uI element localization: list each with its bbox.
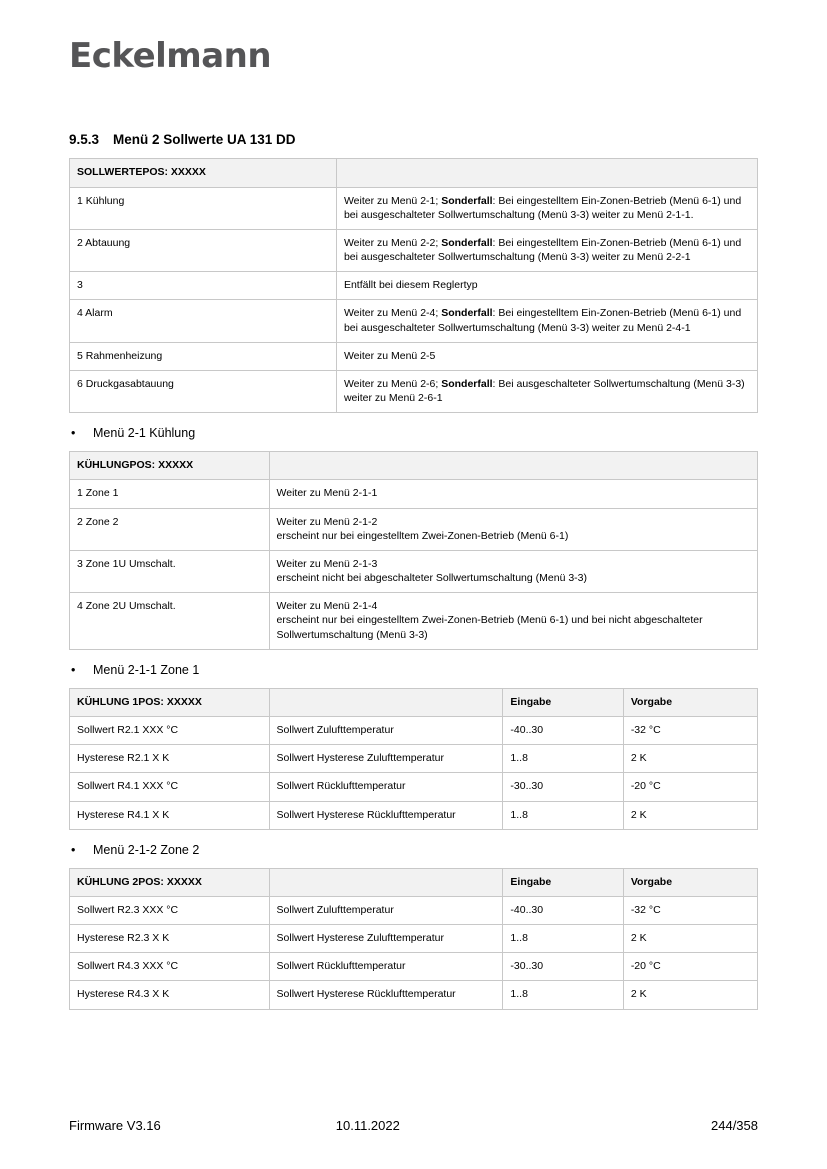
- table-cell: Sollwert R2.1 XXX °C: [70, 717, 270, 745]
- table-cell: 1..8: [503, 801, 623, 829]
- table-kuehlungpos: [69, 451, 758, 650]
- table-cell: Weiter zu Menü 2-5: [336, 342, 757, 370]
- table-cell: Sollwert Rücklufttemperatur: [269, 953, 503, 981]
- table-cell: 6 Druckgasabtauung: [70, 370, 337, 412]
- footer-page-number: 244/358: [711, 1118, 758, 1133]
- table-cell: 2 Zone 2: [70, 508, 270, 550]
- table-kuehlung-1pos-body: [70, 688, 758, 829]
- table-cell: Sollwert Hysterese Zulufttemperatur: [269, 745, 503, 773]
- company-logo: Eckelmann: [69, 36, 272, 76]
- table-cell: Weiter zu Menü 2-6; Sonderfall: Bei ausgeschalteter Sollwertumschaltung (Menü 3-3) weiter zu Menü 2-6-1: [336, 370, 757, 412]
- table-row: [70, 981, 758, 1009]
- table-header-cell: KÜHLUNGPOS: XXXXX: [70, 452, 270, 480]
- table-cell: Weiter zu Menü 2-1-4 erscheint nur bei eingestelltem Zwei-Zonen-Betrieb (Menü 6-1) und bei nicht abgeschalteter Sollwertumschaltung (Menü 3-3): [269, 593, 757, 650]
- table-header-cell: Eingabe: [503, 868, 623, 896]
- table-row: [70, 925, 758, 953]
- table-cell: 5 Rahmenheizung: [70, 342, 337, 370]
- table-header-row: [70, 868, 758, 896]
- table-row: [70, 745, 758, 773]
- table-cell: 2 K: [623, 925, 757, 953]
- table-cell: Sollwert Zulufttemperatur: [269, 717, 503, 745]
- footer-date: 10.11.2022: [335, 1118, 400, 1133]
- bullet-label: Menü 2-1-2 Zone 2: [93, 842, 200, 857]
- table-row: [70, 370, 758, 412]
- table-cell: -40..30: [503, 896, 623, 924]
- table-row: [70, 550, 758, 592]
- table-header-cell: Vorgabe: [623, 688, 757, 716]
- table-row: [70, 272, 758, 300]
- table-cell: Sollwert Rücklufttemperatur: [269, 773, 503, 801]
- table-cell: Hysterese R4.1 X K: [70, 801, 270, 829]
- table-cell: -32 °C: [623, 896, 757, 924]
- table-sollwertepos: [69, 158, 758, 413]
- table-cell: Weiter zu Menü 2-1-1: [269, 480, 757, 508]
- table-header-cell: [336, 159, 757, 187]
- table-cell: Weiter zu Menü 2-1; Sonderfall: Bei eingestelltem Ein-Zonen-Betrieb (Menü 6-1) und bei ausgeschalteter Sollwertumschaltung (Menü 3-3) weiter zu Menü 2-1-1.: [336, 187, 757, 229]
- table-row: [70, 300, 758, 342]
- table-row: [70, 342, 758, 370]
- table-cell: Weiter zu Menü 2-1-2 erscheint nur bei eingestelltem Zwei-Zonen-Betrieb (Menü 6-1): [269, 508, 757, 550]
- table-cell: -20 °C: [623, 773, 757, 801]
- table-header-row: [70, 159, 758, 187]
- table-cell: Sollwert Zulufttemperatur: [269, 896, 503, 924]
- table-cell: -40..30: [503, 717, 623, 745]
- table-sollwertepos-body: [70, 159, 758, 413]
- table-row: [70, 187, 758, 229]
- table-cell: Sollwert R4.3 XXX °C: [70, 953, 270, 981]
- table-header-row: [70, 688, 758, 716]
- table-header-cell: KÜHLUNG 2POS: XXXXX: [70, 868, 270, 896]
- table-cell: 1 Kühlung: [70, 187, 337, 229]
- table-cell: 1..8: [503, 745, 623, 773]
- table-cell: Hysterese R4.3 X K: [70, 981, 270, 1009]
- table-row: [70, 508, 758, 550]
- table-kuehlung-2pos: [69, 868, 758, 1010]
- bullet-menu-2-1-1: [69, 663, 758, 677]
- bullet-menu-2-1: [69, 426, 758, 440]
- table-row: [70, 593, 758, 650]
- table-cell: 1 Zone 1: [70, 480, 270, 508]
- table-header-row: [70, 452, 758, 480]
- table-cell: -20 °C: [623, 953, 757, 981]
- table-cell: 1..8: [503, 981, 623, 1009]
- table-header-cell: [269, 452, 757, 480]
- table-cell: Hysterese R2.3 X K: [70, 925, 270, 953]
- footer-firmware: Firmware V3.16: [69, 1118, 161, 1133]
- table-cell: -30..30: [503, 773, 623, 801]
- table-cell: 2 K: [623, 981, 757, 1009]
- table-cell: -30..30: [503, 953, 623, 981]
- table-cell: Hysterese R2.1 X K: [70, 745, 270, 773]
- table-kuehlung-1pos: [69, 688, 758, 830]
- table-cell: 1..8: [503, 925, 623, 953]
- table-row: [70, 480, 758, 508]
- table-header-cell: KÜHLUNG 1POS: XXXXX: [70, 688, 270, 716]
- section-title: Menü 2 Sollwerte UA 131 DD: [113, 132, 296, 148]
- table-cell: Sollwert Hysterese Rücklufttemperatur: [269, 981, 503, 1009]
- page-content: [69, 0, 758, 1010]
- table-cell: 2 K: [623, 745, 757, 773]
- table-header-cell: Eingabe: [503, 688, 623, 716]
- table-row: [70, 801, 758, 829]
- table-cell: Sollwert Hysterese Zulufttemperatur: [269, 925, 503, 953]
- table-cell: 3: [70, 272, 337, 300]
- table-cell: Weiter zu Menü 2-1-3 erscheint nicht bei abgeschalteter Sollwertumschaltung (Menü 3-3): [269, 550, 757, 592]
- table-cell: -32 °C: [623, 717, 757, 745]
- table-cell: Sollwert R4.1 XXX °C: [70, 773, 270, 801]
- table-header-cell: [269, 868, 503, 896]
- table-kuehlung-2pos-body: [70, 868, 758, 1009]
- section-number: 9.5.3: [69, 132, 100, 148]
- table-header-cell: SOLLWERTEPOS: XXXXX: [70, 159, 337, 187]
- table-header-cell: Vorgabe: [623, 868, 757, 896]
- table-cell: 3 Zone 1U Umschalt.: [70, 550, 270, 592]
- table-row: [70, 717, 758, 745]
- table-cell: Sollwert R2.3 XXX °C: [70, 896, 270, 924]
- table-cell: Weiter zu Menü 2-4; Sonderfall: Bei eingestelltem Ein-Zonen-Betrieb (Menü 6-1) und bei ausgeschalteter Sollwertumschaltung (Menü 3-3) weiter zu Menü 2-4-1: [336, 300, 757, 342]
- table-row: [70, 953, 758, 981]
- table-row: [70, 773, 758, 801]
- table-cell: 4 Zone 2U Umschalt.: [70, 593, 270, 650]
- table-row: [70, 229, 758, 271]
- table-kuehlungpos-body: [70, 452, 758, 650]
- bullet-label: Menü 2-1-1 Zone 1: [93, 662, 200, 677]
- table-cell: 2 K: [623, 801, 757, 829]
- table-row: [70, 896, 758, 924]
- bullet-menu-2-1-2: [69, 843, 758, 857]
- table-cell: Sollwert Hysterese Rücklufttemperatur: [269, 801, 503, 829]
- table-header-cell: [269, 688, 503, 716]
- table-cell: Entfällt bei diesem Reglertyp: [336, 272, 757, 300]
- table-cell: Weiter zu Menü 2-2; Sonderfall: Bei eingestelltem Ein-Zonen-Betrieb (Menü 6-1) und bei ausgeschalteter Sollwertumschaltung (Menü 3-3) weiter zu Menü 2-2-1: [336, 229, 757, 271]
- table-cell: 4 Alarm: [70, 300, 337, 342]
- bullet-label: Menü 2-1 Kühlung: [93, 426, 196, 441]
- table-cell: 2 Abtauung: [70, 229, 337, 271]
- page-footer: [69, 1118, 758, 1133]
- section-heading: [69, 132, 758, 147]
